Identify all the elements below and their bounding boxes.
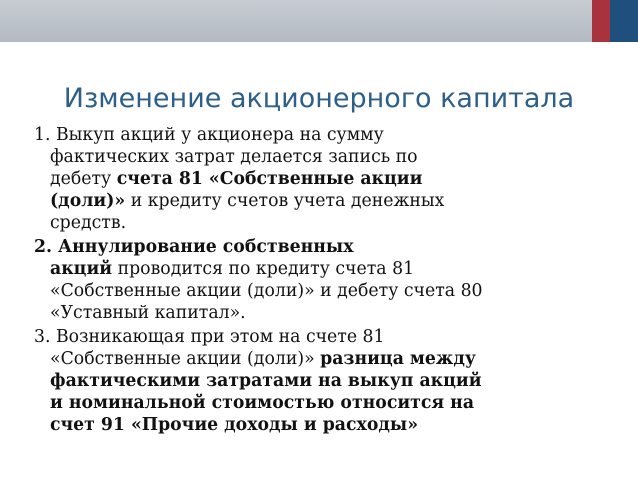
paragraph-3: [34, 326, 604, 436]
p3-line-2: [34, 348, 604, 370]
p1-line-2: фактических затрат делается запись по: [50, 147, 418, 167]
p3-line-5: счет 91 «Прочие доходы и расходы»: [50, 415, 419, 435]
p1-line-4-bold: (доли)»: [50, 191, 126, 211]
p2-line-2-text: проводится по кредиту счета 81: [112, 259, 415, 279]
p3-line-2-bold: разница между: [320, 349, 476, 369]
p1-line-4: [34, 190, 604, 212]
p2-line-1: 2. Аннулирование собственных: [34, 237, 354, 257]
p1-line-4-text: и кредиту счетов учета денежных: [125, 191, 445, 211]
header-band-grey: [0, 0, 592, 42]
header-divider: [0, 42, 638, 45]
p3-line-3: фактическими затратами на выкуп акций: [50, 371, 482, 391]
p3-line-1: 3. Возникающая при этом на счете 81: [34, 327, 385, 347]
p1-line-5: средств.: [50, 213, 127, 233]
header-band-red: [592, 0, 610, 42]
slide-body: [34, 124, 604, 438]
p1-line-3-text: дебету: [50, 169, 117, 189]
p1-line-3-bold: счета 81 «Собственные акции: [116, 169, 423, 189]
p2-line-3: «Собственные акции (доли)» и дебету счета 80: [50, 281, 483, 301]
header-band-blue: [610, 0, 638, 42]
p2-line-2-bold: акций: [50, 259, 113, 279]
p3-line-4: и номинальной стоимостью относится на: [50, 393, 475, 413]
p2-line-2: [34, 258, 604, 280]
slide-title: Изменение акционерного капитала: [63, 83, 575, 114]
p3-line-2-text: «Собственные акции (доли)»: [50, 349, 321, 369]
p1-line-1: 1. Выкуп акций у акционера на сумму: [34, 125, 384, 145]
p2-line-4: «Уставный капитал».: [50, 303, 246, 323]
paragraph-2: [34, 236, 604, 324]
p1-line-3: [34, 168, 604, 190]
paragraph-1: [34, 124, 604, 234]
header-band: [0, 0, 638, 42]
